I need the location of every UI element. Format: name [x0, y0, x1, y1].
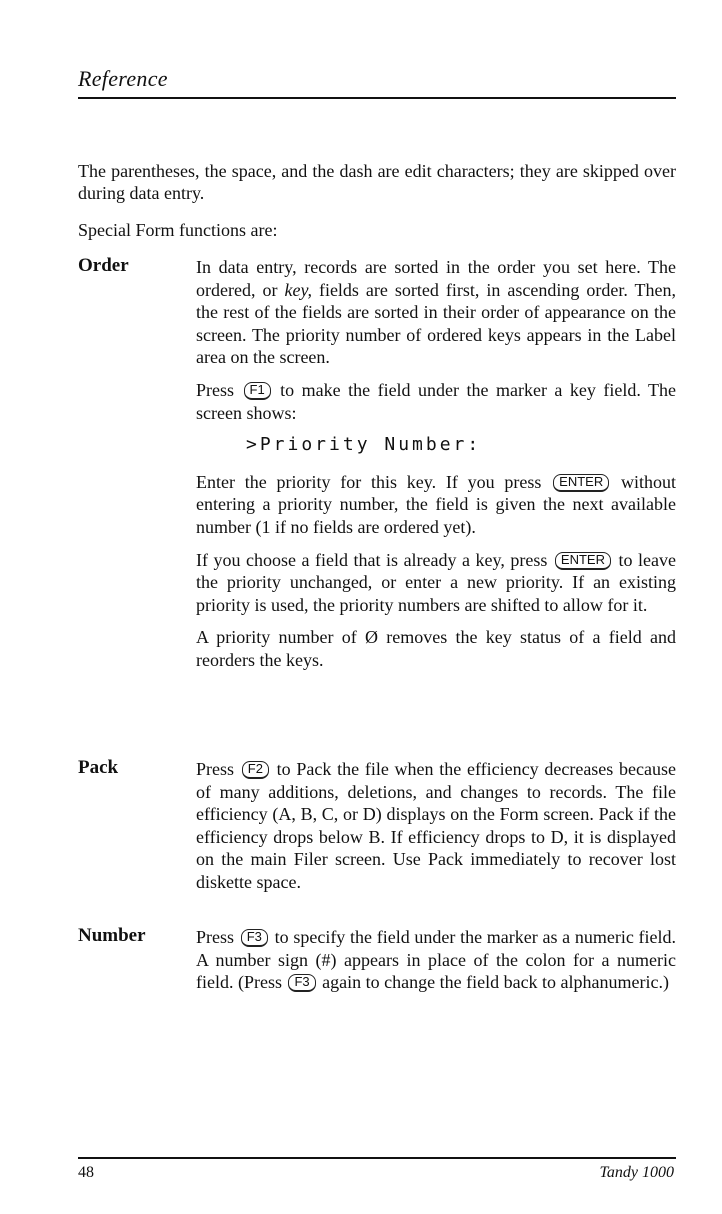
intro-paragraph: The parentheses, the space, and the dash are edit characters; they are skipped over during data entry.	[78, 161, 676, 203]
text: Press	[196, 927, 235, 947]
text: Press	[196, 759, 235, 779]
term-order: Order	[78, 255, 129, 276]
f3-key-icon: F3	[288, 974, 315, 992]
text: to specify the field under the marker as a numeric field. A number sign (#) appears in place of the colon for a numeric field. (Press	[196, 927, 677, 993]
text: to make the field under the marker a key field. The screen shows:	[196, 379, 676, 423]
term-pack: Pack	[78, 757, 119, 778]
text: Press	[196, 379, 235, 400]
text: fields are sorted first, in ascending order. Then, the rest of the fields are sorted in their order of appearance on the screen. The priority number of ordered keys appears in the Label area on the screen.	[196, 279, 676, 368]
term-number: Number	[78, 925, 146, 946]
order-paragraph	[196, 549, 676, 617]
order-paragraph: A priority number of Ø removes the key status of a field and reorders the keys.	[196, 627, 676, 670]
text: to leave the priority unchanged, or enter a new priority. If an existing priority is used, the priority numbers are shifted to allow for it.	[196, 549, 677, 615]
number-description	[196, 926, 676, 1004]
text: In data entry, records are sorted in the order you set here. The ordered, or	[196, 257, 676, 300]
page-number: 48	[78, 1164, 94, 1181]
number-paragraph	[196, 926, 676, 994]
enter-key-icon: ENTER	[553, 474, 609, 492]
key-term: key,	[284, 279, 312, 300]
order-paragraph	[196, 379, 676, 424]
header-rule	[78, 97, 676, 99]
intro-functions-line: Special Form functions are:	[78, 220, 278, 240]
footer-title: Tandy 1000	[599, 1164, 674, 1181]
priority-prompt: >Priority Number:	[246, 434, 482, 456]
text: Enter the priority for this key. If you press	[196, 471, 542, 492]
f2-key-icon: F2	[242, 761, 269, 779]
text: again to change the field back to alphanumeric.)	[322, 972, 670, 993]
pack-paragraph	[196, 758, 676, 894]
text: without entering a priority number, the field is given the next available number (1 if no fields are ordered yet).	[196, 471, 676, 537]
enter-key-icon: ENTER	[555, 552, 611, 570]
order-paragraph	[196, 471, 676, 539]
text: If you choose a field that is already a key, press	[196, 549, 548, 570]
pack-description	[196, 758, 676, 904]
f3-key-icon: F3	[241, 929, 268, 947]
page-header-title: Reference	[78, 66, 168, 91]
order-description	[196, 256, 676, 682]
f1-key-icon: F1	[244, 382, 271, 400]
order-paragraph	[196, 256, 676, 369]
footer-rule	[78, 1157, 676, 1159]
text: to Pack the file when the efficiency decreases because of many additions, deletions, and changes to records. The file efficiency (A, B, C, or D) displays on the Form screen. Pack if the efficiency drops below B. If efficiency drops to D, it is displayed on the main Filer screen. Use Pack immediately to recover lost diskette space.	[196, 759, 676, 892]
